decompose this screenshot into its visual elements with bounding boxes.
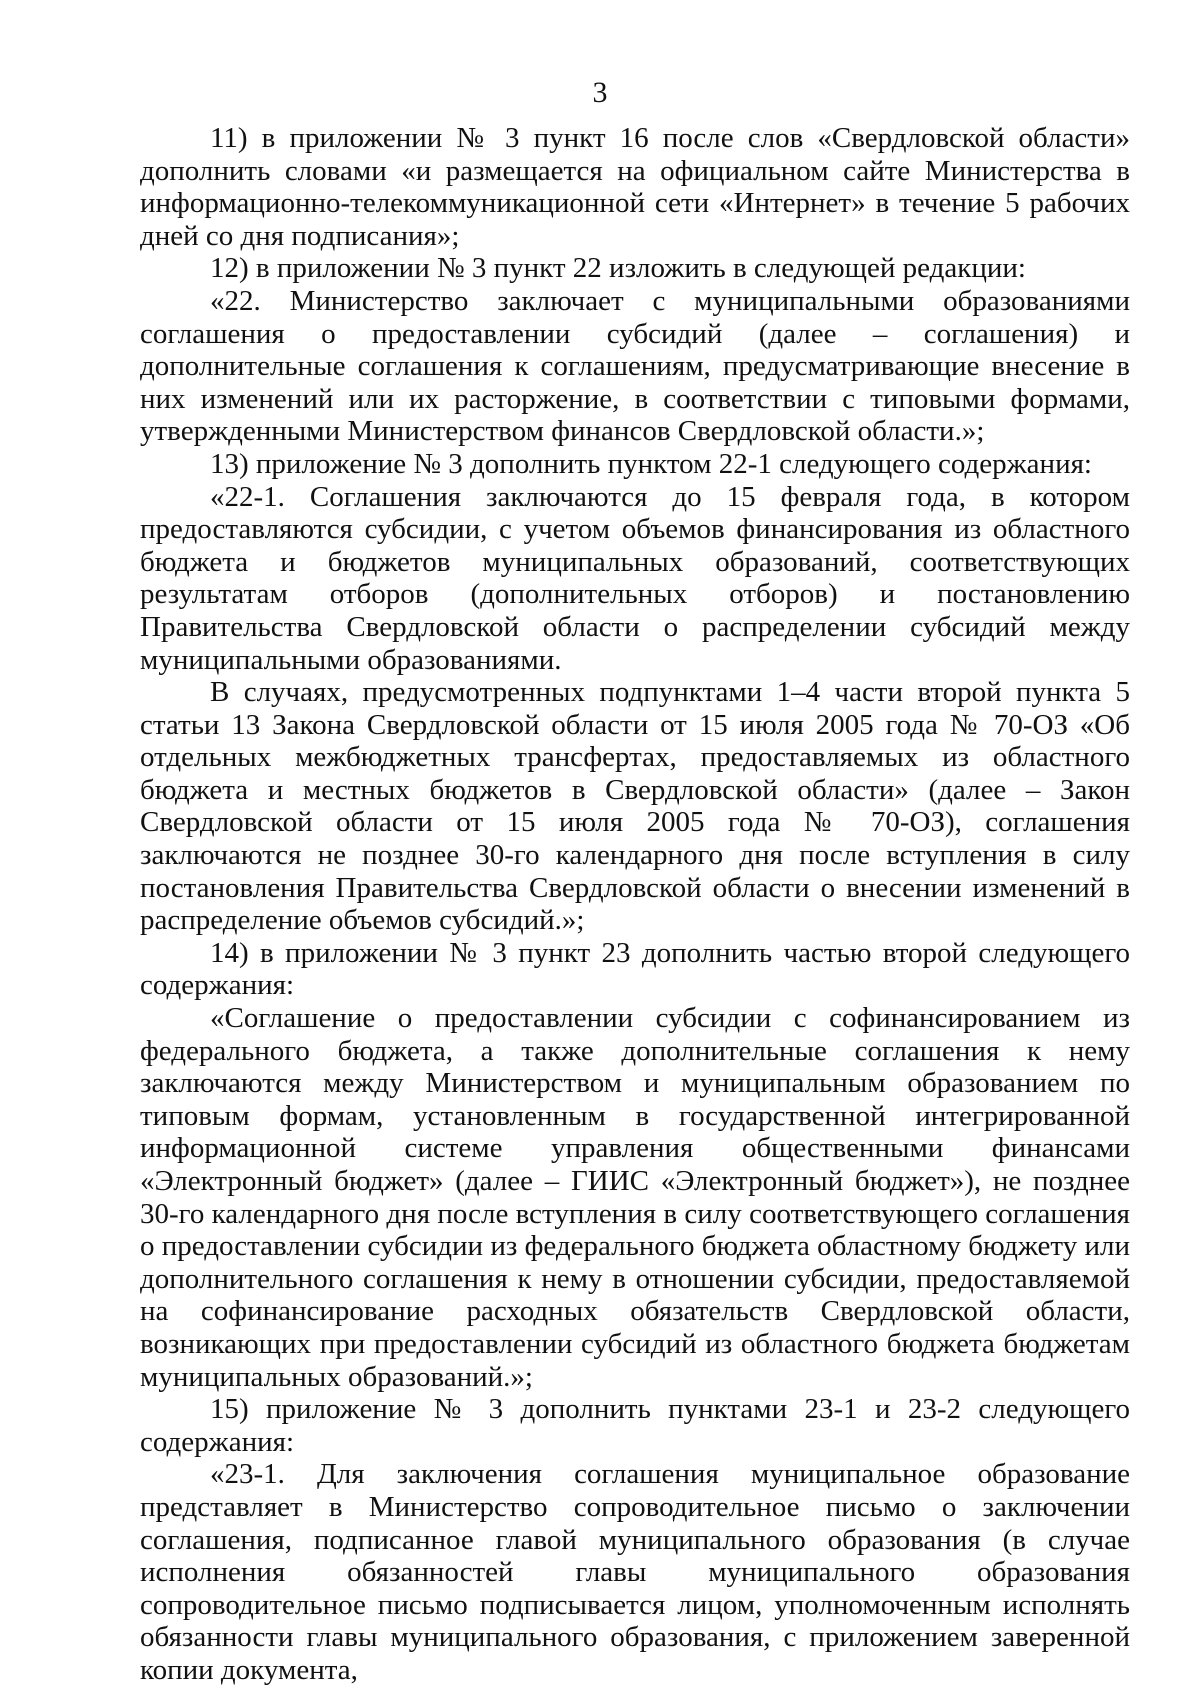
page-number: 3 — [592, 76, 608, 109]
paragraph-clause-22-1: «22-1. Соглашения заключаются до 15 февраля года, в котором предоставляются субсидии, с учетом объемов финансирования из областного бюджета и бюджетов муниципальных образований, соответствующих результатам отборов (дополнительных отборов) и постановлению Правительства Свердловской области о распределении субсидий между муниципальными образованиями. — [140, 480, 1130, 676]
paragraph-clause-23-1: «23-1. Для заключения соглашения муниципальное образование представляет в Министерство сопроводительное письмо о заключении соглашения, подписанное главой муниципального образования (в случае исполнения обязанностей главы муниципального образования сопроводительное письмо подписывается лицом, уполномоченным исполнять обязанности главы муниципального образования, с приложением заверенной копии документа, — [140, 1458, 1130, 1686]
document-body — [140, 122, 1130, 1687]
paragraph-clause-22: «22. Министерство заключает с муниципальными образованиями соглашения о предоставлении субсидий (далее – соглашения) и дополнительные соглашения к соглашениям, предусматривающие внесение в них изменений или их расторжение, в соответствии с типовыми формами, утвержденными Министерством финансов Свердловской области.»; — [140, 284, 1130, 448]
paragraph-item-11: 11) в приложении № 3 пункт 16 после слов «Свердловской области» дополнить словами «и размещается на официальном сайте Министерства в информационно-телекоммуникационной сети «Интернет» в течение 5 рабочих дней со дня подписания»; — [140, 122, 1130, 252]
paragraph-item-12: 12) в приложении № 3 пункт 22 изложить в следующей редакции: — [210, 252, 1026, 285]
paragraph-item-14: 14) в приложении № 3 пункт 23 дополнить частью второй следующего содержания: — [140, 936, 1130, 1002]
paragraph-item-15: 15) приложение № 3 дополнить пунктами 23-1 и 23-2 следующего содержания: — [140, 1393, 1130, 1458]
paragraph-clause-23-part-2: «Соглашение о предоставлении субсидии с софинансированием из федерального бюджета, а также дополнительные соглашения к нему заключаются между Министерством и муниципальным образованием по типовым формам, установленным в государственной интегрированной информационной системе управления общественными финансами «Электронный бюджет» (далее – ГИИС «Электронный бюджет»), не позднее 30-го календарного дня после вступления в силу соответствующего соглашения о предоставлении субсидии из федерального бюджета областному бюджету или дополнительного соглашения к нему в отношении субсидии, предоставляемой на софинансирование расходных обязательств Свердловской области, возникающих при предоставлении субсидий из областного бюджета бюджетам муниципальных образований.»; — [140, 1002, 1130, 1393]
paragraph-item-13: 13) приложение № 3 дополнить пунктом 22-1 следующего содержания: — [210, 447, 1092, 480]
paragraph-clause-22-1-part-2: В случаях, предусмотренных подпунктами 1–4 части второй пункта 5 статьи 13 Закона Свердловской области от 15 июля 2005 года № 70-ОЗ «Об отдельных межбюджетных трансфертах, предоставляемых из областного бюджета и местных бюджетов в Свердловской области» (далее – Закон Свердловской области от 15 июля 2005 года № 70-ОЗ), соглашения заключаются не позднее 30-го календарного дня после вступления в силу постановления Правительства Свердловской области о внесении изменений в распределение объемов субсидий.»; — [140, 676, 1130, 937]
